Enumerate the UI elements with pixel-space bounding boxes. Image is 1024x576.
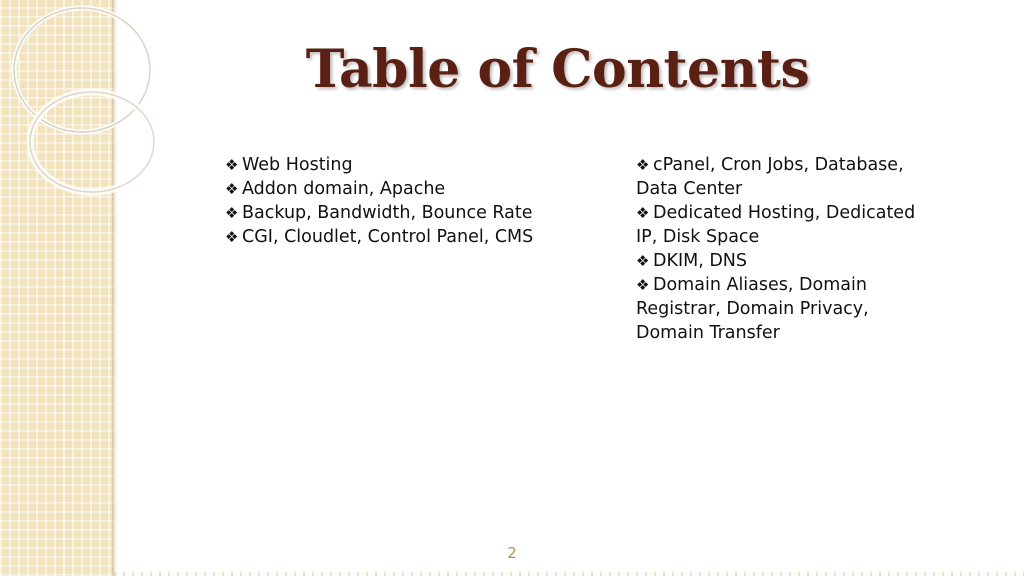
toc-item <box>225 225 585 249</box>
toc-item <box>636 201 936 249</box>
toc-item <box>636 153 936 201</box>
diamond-bullet-icon: ❖ <box>225 228 239 246</box>
toc-item-label: CGI, Cloudlet, Control Panel, CMS <box>242 227 534 247</box>
toc-list-left <box>225 153 585 249</box>
diamond-bullet-icon: ❖ <box>636 252 650 270</box>
decorative-rings <box>0 0 200 200</box>
toc-item <box>636 273 936 345</box>
diamond-bullet-icon: ❖ <box>225 156 239 174</box>
diamond-bullet-icon: ❖ <box>225 180 239 198</box>
toc-item-label: Backup, Bandwidth, Bounce Rate <box>242 203 533 223</box>
diamond-bullet-icon: ❖ <box>636 156 650 174</box>
decorative-bottom-strip <box>114 572 1024 576</box>
slide-title: Table of Contents <box>305 39 810 100</box>
page-number: 2 <box>507 544 517 562</box>
toc-item-label: Domain Aliases, Domain Registrar, Domain Privacy, Domain Transfer <box>636 275 869 343</box>
diamond-bullet-icon: ❖ <box>225 204 239 222</box>
toc-item-label: cPanel, Cron Jobs, Database, Data Center <box>636 155 904 199</box>
toc-item-label: Dedicated Hosting, Dedicated IP, Disk Space <box>636 203 916 247</box>
toc-item-label: Web Hosting <box>242 155 353 175</box>
toc-item <box>225 201 585 225</box>
diamond-bullet-icon: ❖ <box>636 204 650 222</box>
toc-item-label: Addon domain, Apache <box>242 179 446 199</box>
toc-item <box>225 153 585 177</box>
toc-item <box>636 249 936 273</box>
toc-list-right <box>636 153 936 345</box>
toc-item <box>225 177 585 201</box>
diamond-bullet-icon: ❖ <box>636 276 650 294</box>
toc-item-label: DKIM, DNS <box>653 251 748 271</box>
